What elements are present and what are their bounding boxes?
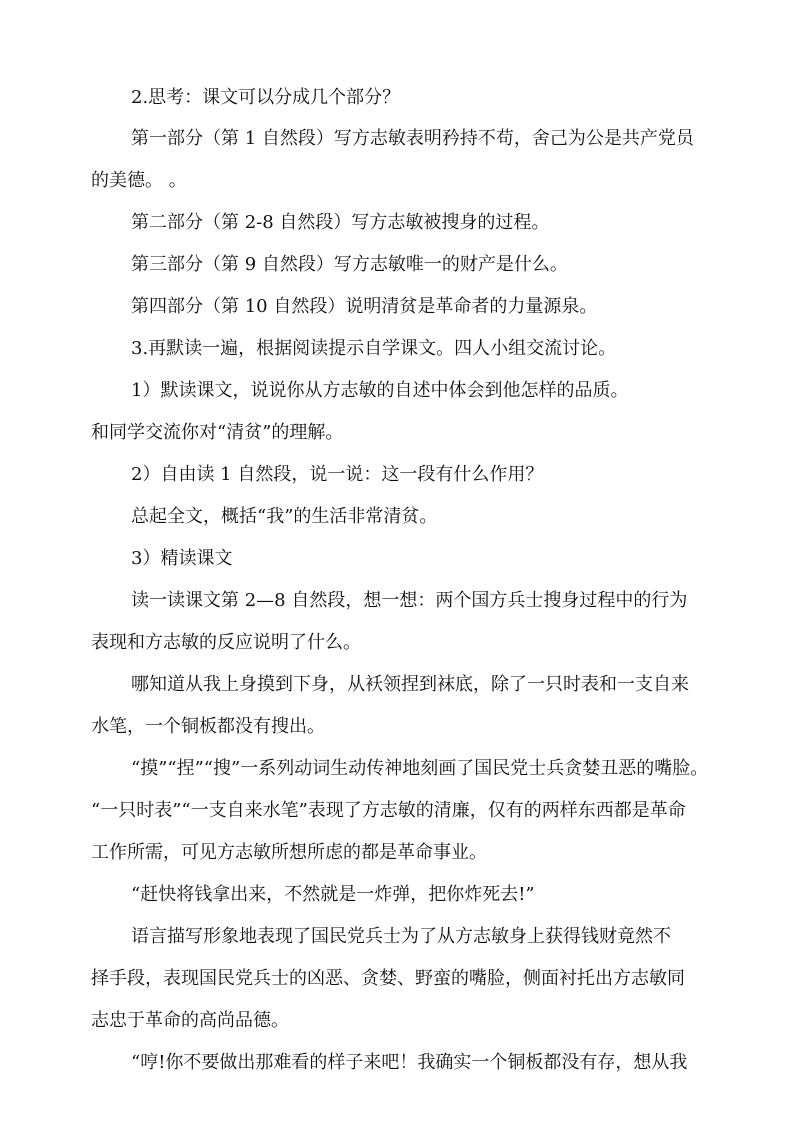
- task-3-heading: 3）精读课文: [131, 548, 233, 569]
- task-2-line: 2）自由读 1 自然段，说一说：这一段有什么作用？: [131, 464, 544, 485]
- task-1-line: 1）默读课文，说说你从方志敏的自述中体会到他怎样的品质。: [131, 380, 629, 401]
- quote-1-line-2: 水笔，一个铜板都没有搜出。: [91, 716, 325, 737]
- task-1-followup: 和同学交流你对“清贫”的理解。: [91, 422, 344, 443]
- analysis-2-line-2: 择手段，表现国民党兵士的凶恶、贪婪、野蛮的嘴脸，侧面衬托出方志敏同: [91, 968, 685, 989]
- analysis-1-line-3: 工作所需，可见方志敏所想所虑的都是革命事业。: [91, 842, 487, 863]
- task-3-prompt-line-2: 表现和方志敏的反应说明了什么。: [91, 632, 361, 653]
- analysis-2-line-3: 志忠于革命的高尚品德。: [91, 1010, 289, 1031]
- part-one-line-2: 的美德。 。: [91, 170, 187, 191]
- analysis-2-line-1: 语言描写形象地表现了国民党兵士为了从方志敏身上获得钱财竟然不: [131, 926, 671, 947]
- part-four-line: 第四部分（第 10 自然段）说明清贫是革命者的力量源泉。: [131, 296, 598, 317]
- part-one-line-1: 第一部分（第 1 自然段）写方志敏表明矜持不苟，舍己为公是共产党员: [131, 128, 694, 149]
- quote-1-line-1: 哪知道从我上身摸到下身，从袄领捏到袜底，除了一只时表和一支自来: [131, 674, 689, 695]
- task-2-answer: 总起全文，概括“我”的生活非常清贫。: [131, 506, 438, 527]
- part-two-line: 第二部分（第 2-8 自然段）写方志敏被搜身的过程。: [131, 212, 550, 233]
- analysis-1-line-1: “摸”“捏”“搜”一系列动词生动传神地刻画了国民党士兵贪婪丑恶的嘴脸。: [131, 758, 709, 779]
- analysis-1-line-2: “一只时表”“一支自来水笔”表现了方志敏的清廉，仅有的两样东西都是革命: [91, 800, 686, 821]
- heading-question-2: 2.思考：课文可以分成几个部分？: [131, 87, 401, 108]
- quote-3-line-1: “哼!你不要做出那难看的样子来吧！我确实一个铜板都没有存，想从我: [131, 1052, 688, 1073]
- heading-question-3: 3.再默读一遍，根据阅读提示自学课文。四人小组交流讨论。: [131, 338, 617, 359]
- quote-2-line: “赶快将钱拿出来，不然就是一炸弹，把你炸死去!”: [131, 884, 535, 905]
- part-three-line: 第三部分（第 9 自然段）写方志敏唯一的财产是什么。: [131, 254, 568, 275]
- task-3-prompt-line-1: 读一读课文第 2—8 自然段，想一想：两个国方兵士搜身过程中的行为: [131, 590, 688, 611]
